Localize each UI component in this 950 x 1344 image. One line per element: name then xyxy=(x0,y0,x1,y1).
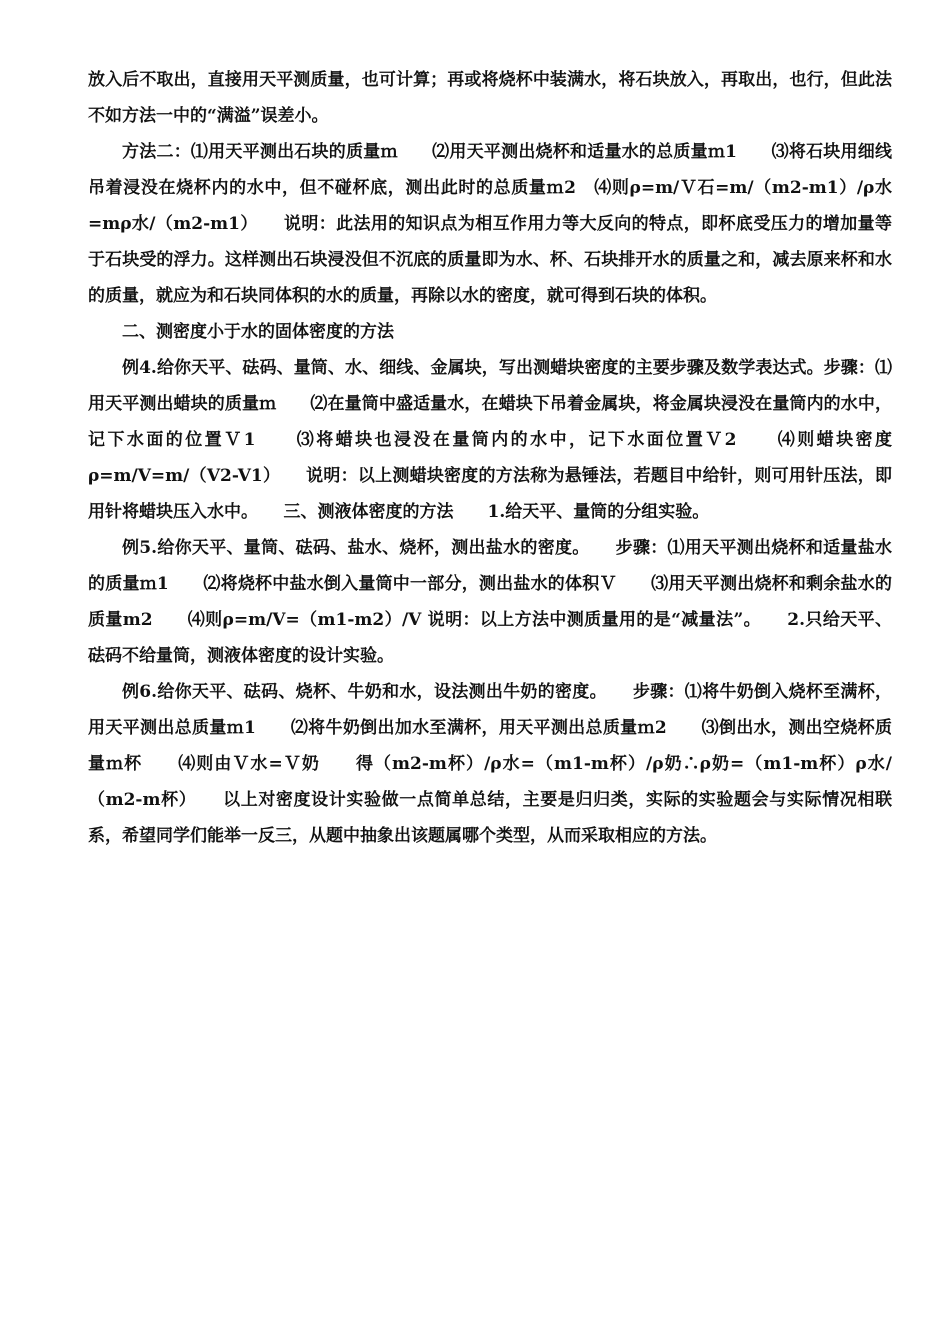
paragraph-example-4: 例4.给你天平、砝码、量筒、水、细线、金属块，写出测蜡块密度的主要步骤及数学表达式。步骤：⑴用天平测出蜡块的质量ｍ ⑵在量筒中盛适量水，在蜡块下吊着金属块，将金属块浸没在量筒内的水中，记下水面的位置Ｖ1 ⑶将蜡块也浸没在量筒内的水中，记下水面位置Ｖ2 ⑷则蜡块密度ρ=m/V=m/（V2-V1） 说明：以上测蜡块密度的方法称为悬锤法，若题目中给针，则可用针压法，即用针将蜡块压入水中。 三、测液体密度的方法 1.给天平、量筒的分组实验。 xyxy=(88,358,892,522)
document-page xyxy=(88,62,892,854)
section-heading-low-density-solid: 二、测密度小于水的固体密度的方法 xyxy=(122,322,394,342)
paragraph-method-two: 方法二：⑴用天平测出石块的质量ｍ ⑵用天平测出烧杯和适量水的总质量ｍ1 ⑶将石块用细线吊着浸没在烧杯内的水中，但不碰杯底，测出此时的总质量ｍ2 ⑷则ρ=m/Ｖ石=m/（m2-m1）/ρ水=mρ水/（m2-m1） 说明：此法用的知识点为相互作用力等大反向的特点，即杯底受压力的增加量等于石块受的浮力。这样测出石块浸没但不沉底的质量即为水、杯、石块排开水的质量之和，减去原来杯和水的质量，就应为和石块同体积的水的质量，再除以水的密度，就可得到石块的体积。 xyxy=(88,142,892,306)
paragraph-continuation: 放入后不取出，直接用天平测质量，也可计算；再或将烧杯中装满水，将石块放入，再取出，也行，但此法不如方法一中的“满溢”误差小。 xyxy=(88,70,892,126)
paragraph-example-5: 例5.给你天平、量筒、砝码、盐水、烧杯，测出盐水的密度。 步骤：⑴用天平测出烧杯和适量盐水的质量ｍ1 ⑵将烧杯中盐水倒入量筒中一部分，测出盐水的体积Ｖ ⑶用天平测出烧杯和剩余盐水的质量m2 ⑷则ρ=m/V=（m1-m2）/V 说明：以上方法中测质量用的是“减量法”。 2.只给天平、砝码不给量筒，测液体密度的设计实验。 xyxy=(88,538,892,666)
paragraph-example-6: 例6.给你天平、砝码、烧杯、牛奶和水，设法测出牛奶的密度。 步骤：⑴将牛奶倒入烧杯至满杯，用天平测出总质量ｍ1 ⑵将牛奶倒出加水至满杯，用天平测出总质量ｍ2 ⑶倒出水，测出空烧杯质量ｍ杯 ⑷则由Ｖ水=Ｖ奶 得（m2-m杯）/ρ水=（m1-m杯）/ρ奶∴ρ奶=（m1-m杯）ρ水/（m2-m杯） 以上对密度设计实验做一点简单总结，主要是归归类，实际的实验题会与实际情况相联系，希望同学们能举一反三，从题中抽象出该题属哪个类型，从而采取相应的方法。 xyxy=(88,682,892,846)
